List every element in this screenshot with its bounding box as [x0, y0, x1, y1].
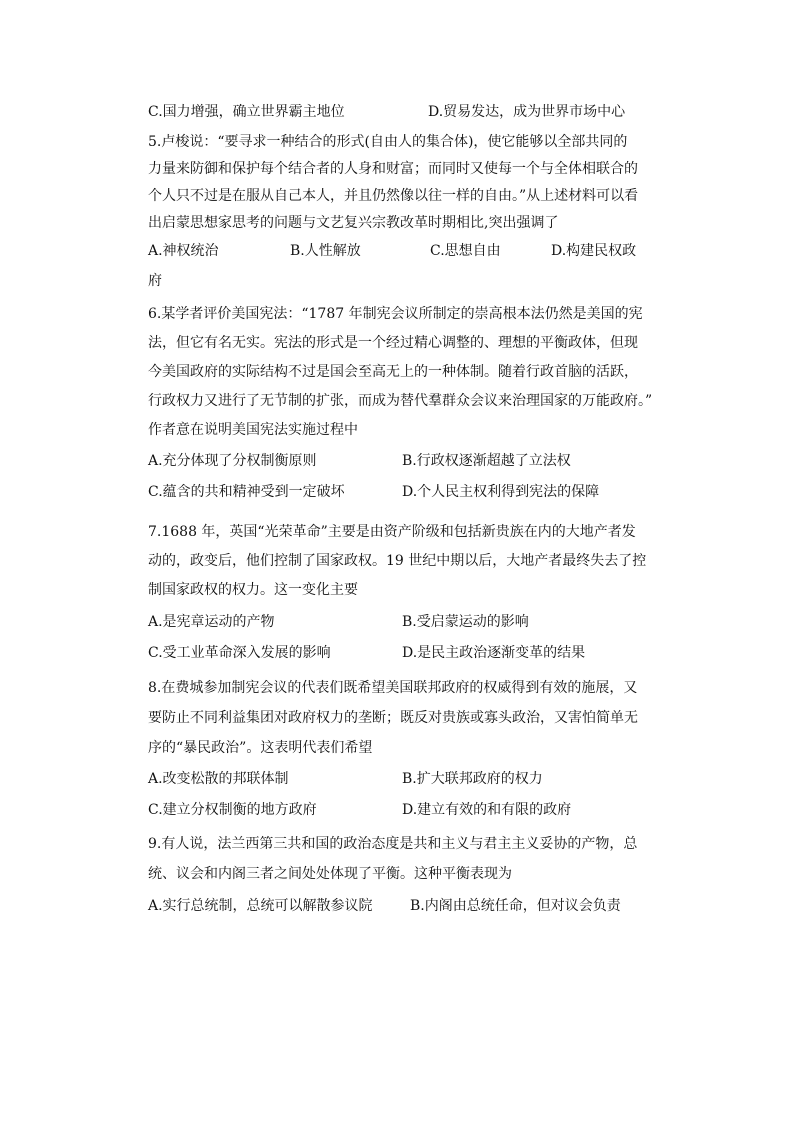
q9-option-a: A.实行总统制，总统可以解散参议院 [148, 898, 373, 914]
q5-options [148, 241, 638, 261]
q5-option-d: D.构建民权政 [551, 243, 637, 259]
q6-option-d: D.个人民主权利得到宪法的保障 [402, 484, 600, 500]
question-7 [148, 522, 646, 663]
q6-options-row-1 [148, 451, 652, 471]
q9-options [148, 896, 637, 916]
q7-line-2: 动的，政变后，他们控制了国家政权。19 世纪中期以后，大地产者最终失去了控 [148, 553, 647, 569]
q9-line-2: 统、议会和内阁三者之间处处体现了平衡。这种平衡表现为 [148, 866, 512, 882]
q6-option-a: A.充分体现了分权制衡原则 [148, 453, 317, 469]
q5-line-1: 5.卢梭说：“要寻求一种结合的形式(自由人的集合体)，使它能够以全部共同的 [148, 134, 628, 150]
q7-option-d: D.是民主政治逐渐变革的结果 [402, 645, 586, 661]
q8-option-c: C.建立分权制衡的地方政府 [148, 802, 317, 818]
q6-option-b: B.行政权逐渐超越了立法权 [402, 453, 571, 469]
q5-option-b: B.人性解放 [290, 243, 361, 259]
q7-option-c: C.受工业革命深入发展的影响 [148, 645, 331, 661]
q7-option-a: A.是宪章运动的产物 [148, 614, 275, 630]
q6-line-5: 作者意在说明美国宪法实施过程中 [148, 422, 358, 438]
q6-line-3: 今美国政府的实际结构不过是国会至高无上的一种体制。随着行政首脑的活跃， [148, 364, 638, 380]
q6-option-c: C.蕴含的共和精神受到一定破坏 [148, 484, 345, 500]
q6-options-row-2 [148, 482, 652, 502]
q8-line-1: 8.在费城参加制宪会议的代表们既希望美国联邦政府的权威得到有效的施展，又 [148, 680, 638, 696]
q8-options-row-1 [148, 769, 638, 789]
q8-line-2: 要防止不同利益集团对政府权力的垄断；既反对贵族或寡头政治，又害怕简单无 [148, 710, 638, 726]
q5-option-d-wrap: 府 [148, 273, 162, 289]
q5-line-4: 出启蒙思想家思考的问题与文艺复兴宗教改革时期相比,突出强调了 [148, 215, 559, 231]
question-5 [148, 132, 638, 291]
q7-option-b: B.受启蒙运动的影响 [402, 614, 529, 630]
q9-line-1: 9.有人说，法兰西第三共和国的政治态度是共和主义与君主主义妥协的产物，总 [148, 836, 638, 852]
q8-options-row-2 [148, 800, 638, 820]
q5-line-3: 个人只不过是在服从自己本人，并且仍然像以往一样的自由。”从上述材料可以看 [148, 188, 639, 204]
q8-line-3: 序的“暴民政治”。这表明代表们希望 [148, 740, 373, 756]
question-9 [148, 834, 637, 916]
q7-line-3: 制国家政权的权力。这一变化主要 [148, 582, 358, 598]
q6-line-4: 行政权力又进行了无节制的扩张，而成为替代羣群众会议来治理国家的万能政府。” [148, 393, 653, 409]
q7-options-row-1 [148, 612, 646, 632]
q5-line-2: 力量来防御和保护每个结合者的人身和财富；而同时又使每一个与全体相联合的 [148, 161, 638, 177]
q6-line-1: 6.某学者评价美国宪法：“1787 年制宪会议所制定的崇高根本法仍然是美国的宪 [148, 306, 643, 322]
question-8 [148, 678, 638, 820]
q8-option-a: A.改变松散的邦联体制 [148, 771, 289, 787]
q4-option-c: C.国力增强，确立世界霸主地位 [148, 104, 345, 120]
q4-option-d: D.贸易发达，成为世界市场中心 [428, 104, 626, 120]
q7-line-1: 7.1688 年，英国“光荣革命”主要是由资产阶级和包括新贵族在内的大地产者发 [148, 524, 636, 540]
q5-option-a: A.神权统治 [148, 243, 219, 259]
q9-option-b: B.内阁由总统任命，但对议会负责 [410, 898, 621, 914]
q7-options-row-2 [148, 643, 646, 663]
q4-options [148, 102, 625, 122]
q8-option-d: D.建立有效的和有限的政府 [402, 802, 572, 818]
q5-option-c: C.思想自由 [430, 243, 501, 259]
question-6 [148, 304, 652, 502]
q6-line-2: 法，但它有名无实。宪法的形式是一个经过精心调整的、理想的平衡政体，但现 [148, 335, 638, 351]
q8-option-b: B.扩大联邦政府的权力 [402, 771, 543, 787]
